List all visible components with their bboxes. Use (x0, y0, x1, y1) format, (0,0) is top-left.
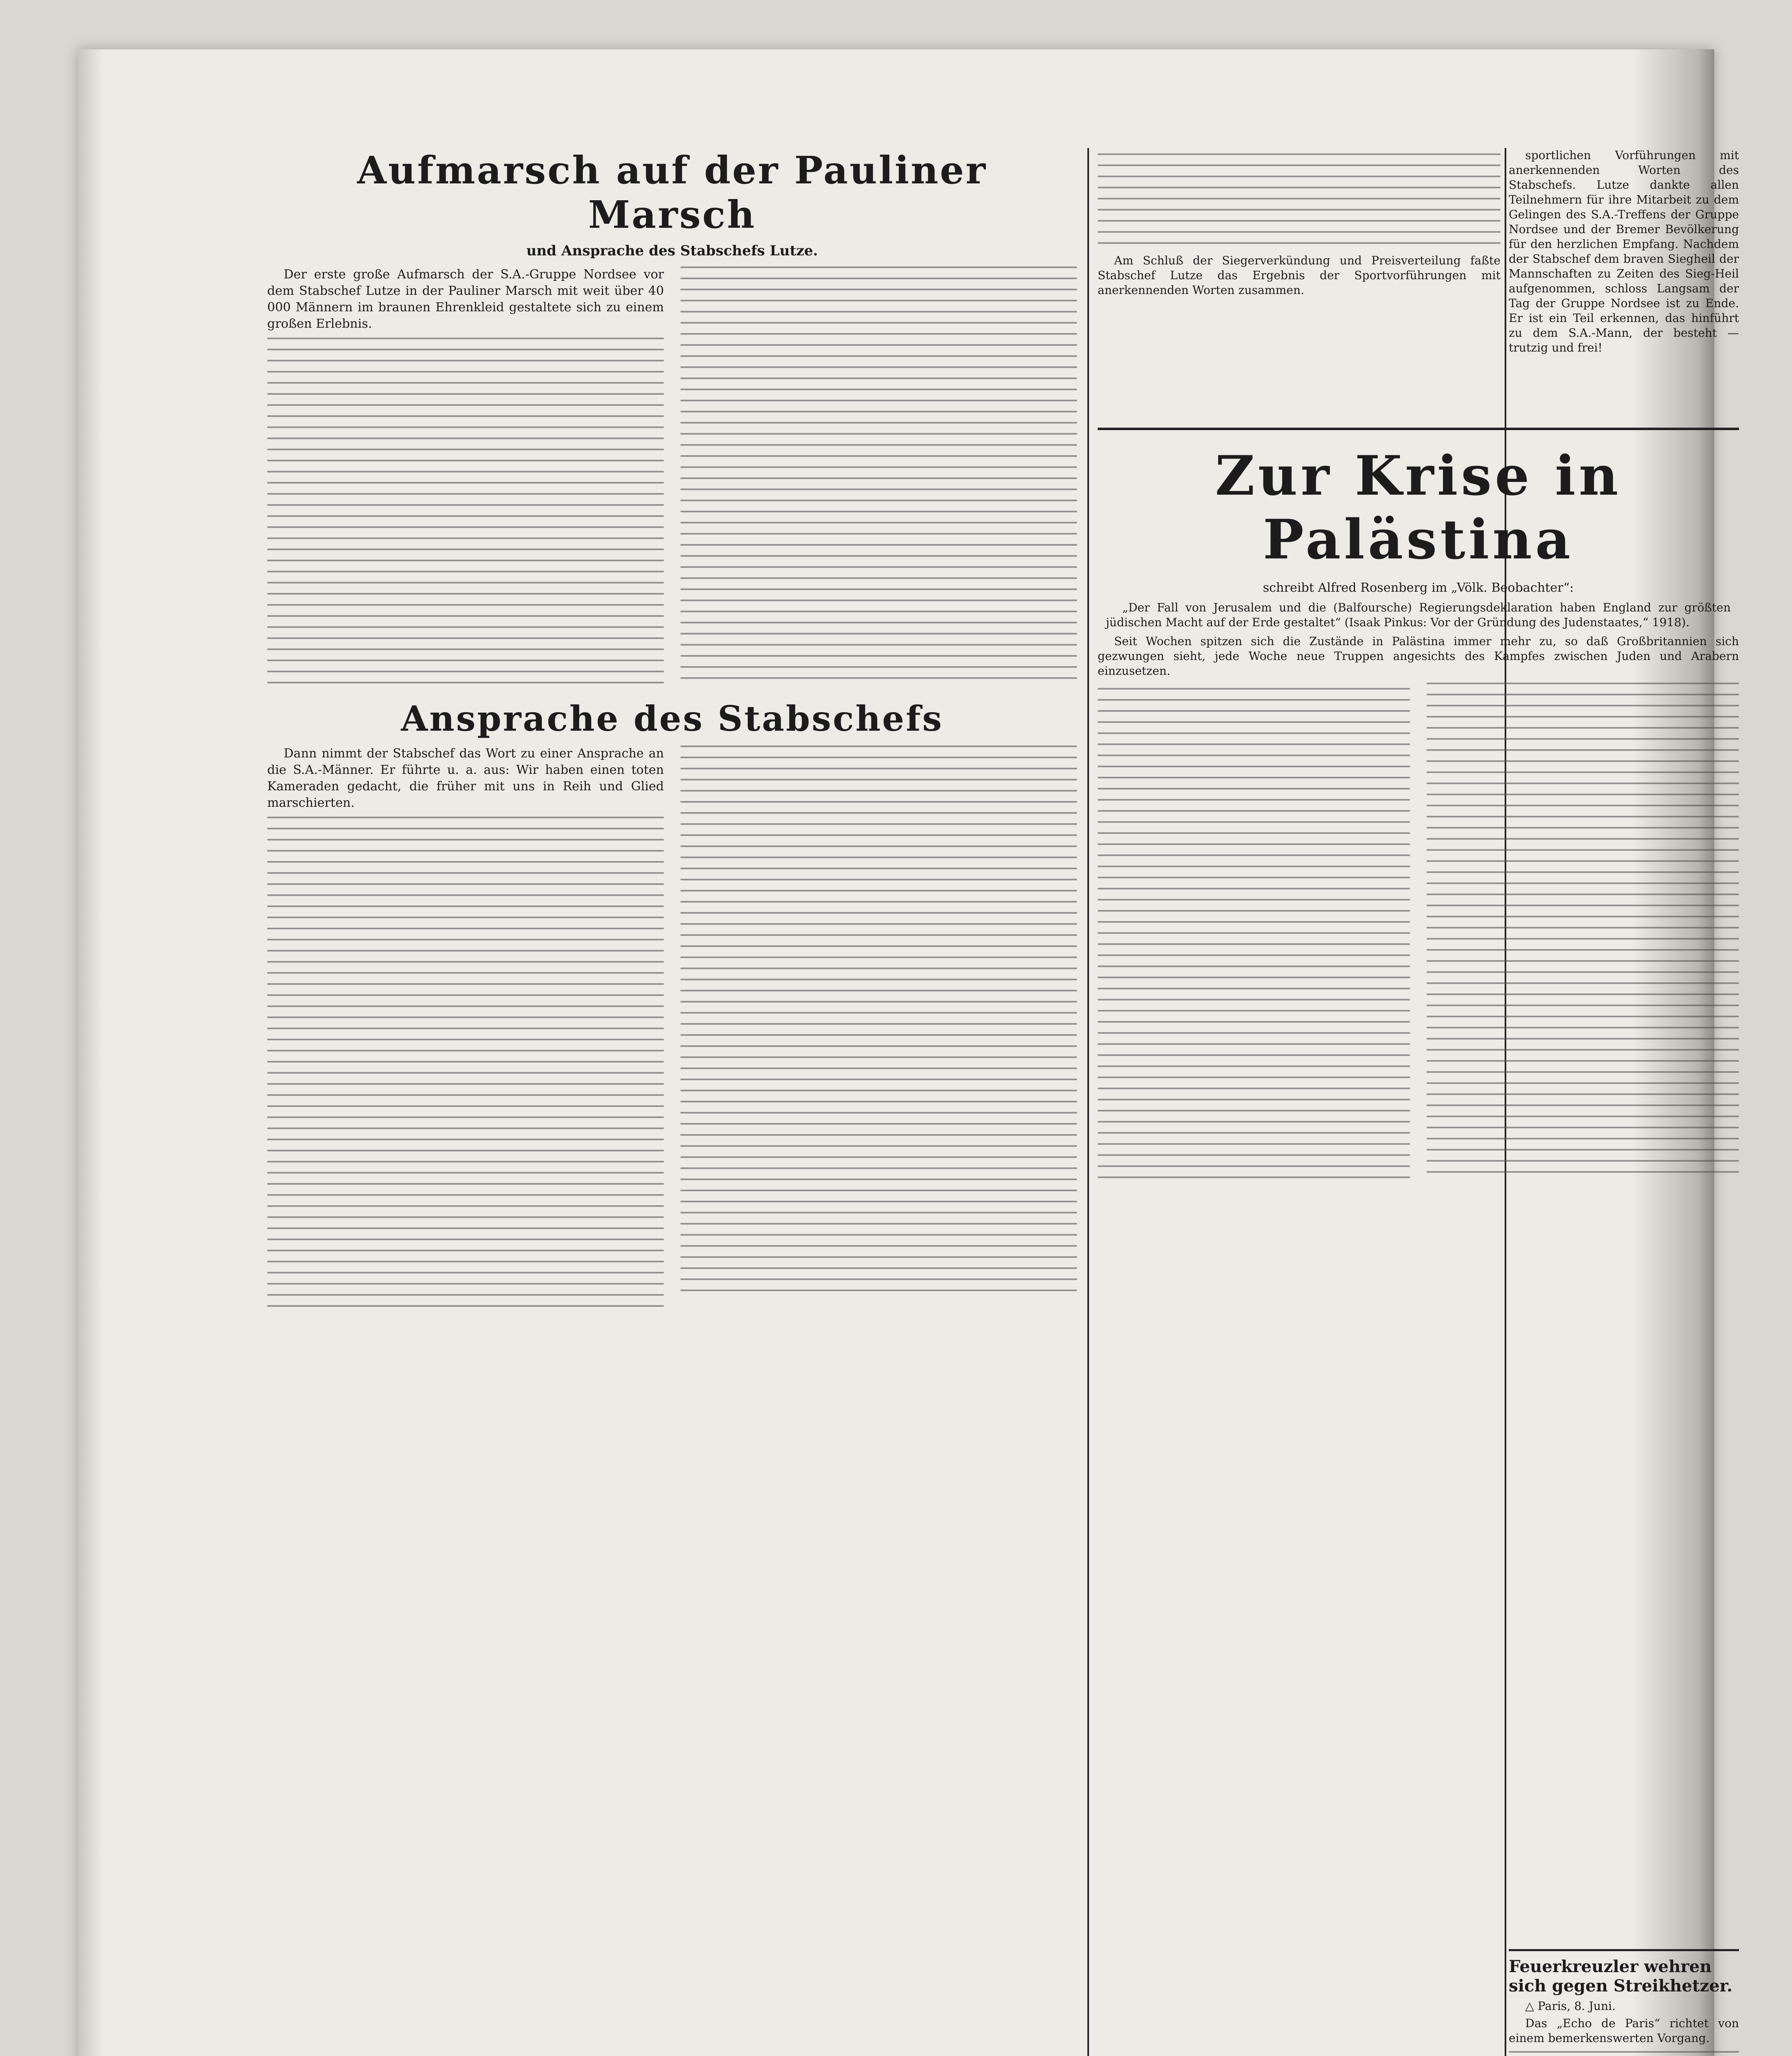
section-rule (1098, 428, 1739, 430)
article-subheadline: und Ansprache des Stabschefs Lutze. (526, 243, 818, 259)
body-text-lines (1098, 153, 1501, 244)
article-headline: Feuerkreuzler wehren sich gegen Streikhetzer. (1509, 1957, 1733, 1996)
newspaper-page (78, 49, 1739, 2056)
left-column (267, 148, 1077, 1308)
right-column-bottom (1509, 1949, 1739, 2056)
right-column-top (1509, 148, 1739, 358)
body-text-lines (1509, 2051, 1739, 2056)
article-headline: Zur Krise in Palästina (1215, 444, 1622, 572)
article-headline: Aufmarsch auf der Pauliner Marsch (357, 148, 987, 237)
article-paragraph: Am Schluß der Siegerverkündung und Preisverteilung faßte Stabschef Lutze das Ergebnis der Sportvorführungen mit anerkennenden Worten zusammen. (1098, 254, 1501, 297)
article-body (267, 266, 1077, 691)
body-text-lines (267, 746, 1077, 1308)
article-paragraph: Der erste große Aufmarsch der S.A.-Gruppe Nordsee vor dem Stabschef Lutze in der Pauliner Marsch mit weit über 40 000 Männern im braunen Ehrenkleid gestaltete sich zu einem großen Erlebnis. (267, 267, 664, 331)
middle-column-top (1098, 148, 1501, 300)
palestine-article (1098, 444, 1739, 1185)
article-quote: „Der Fall von Jerusalem und die (Balfoursche) Regierungsdeklaration haben England zur größten jüdischen Macht auf der Erde gestaltet“ (Isaak Pinkus: Vor der Gründung des Judenstaates,“ 1918). (1106, 601, 1731, 629)
article-headline: Ansprache des Stabschefs (401, 698, 943, 739)
article-paragraph: Dann nimmt der Stabschef das Wort zu einer Ansprache an die S.A.-Männer. Er führte u. a. aus: Wir haben einen toten Kameraden gedacht, die früher mit uns in Reih und Glied marschierten. (267, 746, 664, 810)
body-text-lines (1098, 683, 1739, 1185)
article-paragraph: sportlichen Vorführungen mit anerkennenden Worten des Stabschefs. Lutze dankte allen Teilnehmern für ihre Mitarbeit zu dem Gelingen des S.A.-Treffens der Gruppe Nordsee und der Bremer Bevölkerung für den herzlichen Empfang. Nachdem der Stabschef dem braven Siegheil der Mannschaften zu Zeiten des Sieg-Heil aufgenommen, schloss Langsam der Tag der Gruppe Nordsee ist zu Ende. Er ist ein Teil erkennen, das hinführt zu dem S.A.-Mann, der besteht — trutzig und frei! (1509, 148, 1739, 354)
article-dateline: △ Paris, 8. Juni. (1525, 1999, 1616, 2013)
binding-edge (78, 49, 103, 2056)
article-byline: schreibt Alfred Rosenberg im „Völk. Beobachter“: (1262, 581, 1574, 595)
article-body (267, 746, 1077, 1308)
section-rule (1509, 1949, 1739, 1951)
column-rule (1087, 148, 1089, 2056)
article-paragraph: Das „Echo de Paris“ richtet von einem bemerkenswerten Vorgang. (1509, 2017, 1739, 2045)
article-paragraph: Seit Wochen spitzen sich die Zustände in Palästina immer mehr zu, so daß Großbritannien sich gezwungen sieht, jede Woche neue Truppen angesichts des Kampfes zwischen Juden und Arabern einzusetzen. (1098, 634, 1739, 678)
